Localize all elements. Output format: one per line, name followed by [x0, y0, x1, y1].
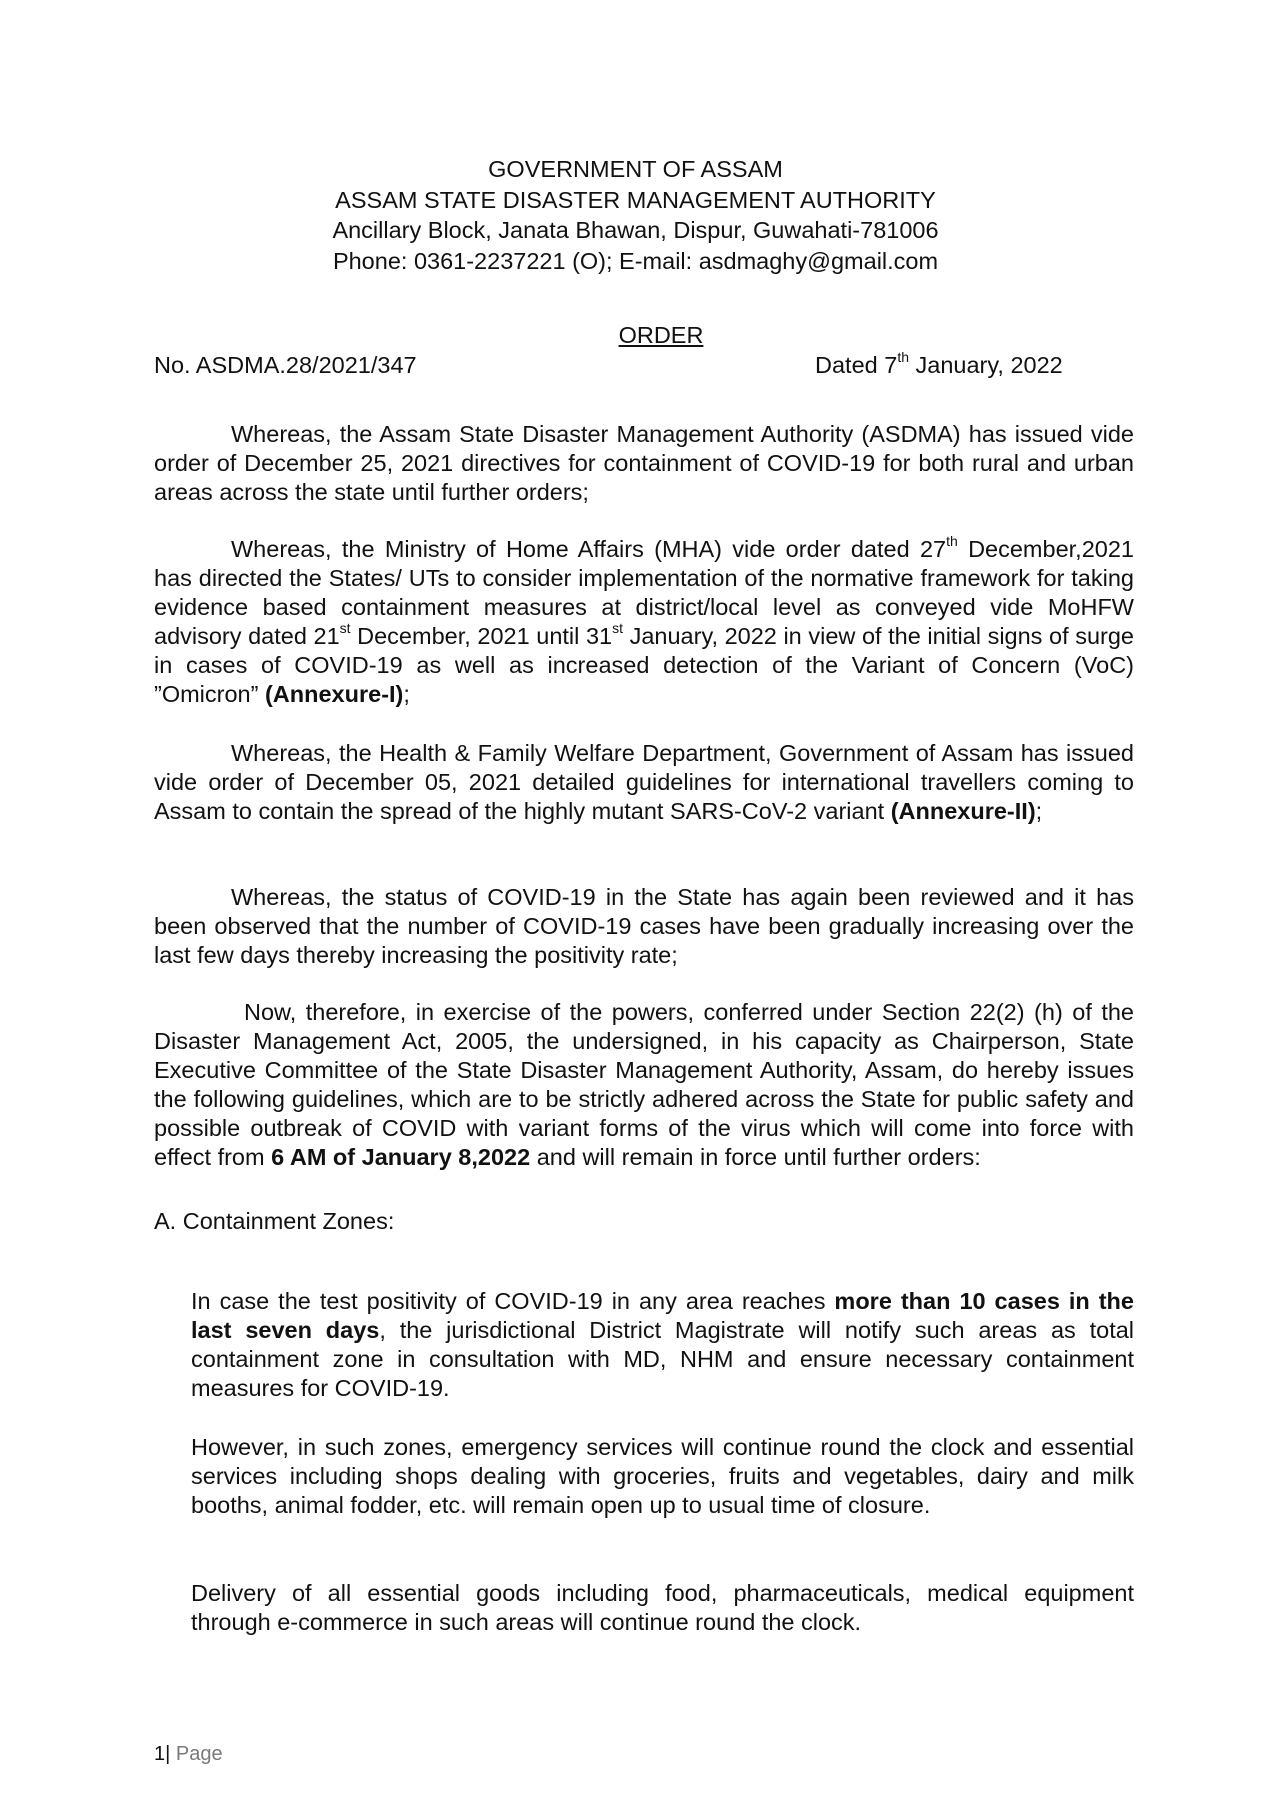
- page-separator: |: [165, 1743, 171, 1765]
- letterhead-authority: ASSAM STATE DISASTER MANAGEMENT AUTHORITY: [335, 186, 936, 213]
- letterhead-address: Ancillary Block, Janata Bhawan, Dispur, Guwahati-781006: [332, 217, 939, 243]
- page-number: 1: [154, 1743, 166, 1765]
- p2-text-b: December,2021 has directed the States/ UTs to consider implementation of the normative framework for taking evidence based containment measures at district/local level as conveyed vide MoHFW advisory dated 21: [154, 536, 1134, 649]
- paragraph-mha-order: [154, 535, 1134, 709]
- paragraph-asdma-directives: Whereas, the Assam State Disaster Management Authority (ASDMA) has issued vide order of December 25, 2021 directives for containment of COVID-19 for both rural and urban areas across the state until further orders;: [154, 421, 1134, 505]
- ecommerce-delivery-rule: Delivery of all essential goods including food, pharmaceuticals, medical equipment through e-commerce in such areas will continue round the clock.: [191, 1580, 1134, 1635]
- p2-text-c: December, 2021 until 31: [350, 623, 613, 649]
- letterhead-government: GOVERNMENT OF ASSAM: [488, 156, 783, 182]
- paragraph-covid-status: Whereas, the status of COVID-19 in the State has again been reviewed and it has been observed that the number of COVID-19 cases have been gradually increasing over the last few days thereby increasing the positivity rate;: [154, 884, 1134, 968]
- s1-text-b: , the jurisdictional District Magistrate will notify such areas as total containment zone in consultation with MD, NHM and ensure necessary containment measures for COVID-19.: [191, 1317, 1135, 1401]
- essential-services-rule: However, in such zones, emergency services will continue round the clock and essential services including shops dealing with groceries, fruits and vegetables, dairy and milk booths, animal fodder, etc. will remain open up to usual time of closure.: [191, 1434, 1134, 1518]
- order-date-suffix: January, 2022: [909, 352, 1063, 378]
- p2-text-a: Whereas, the Ministry of Home Affairs (MHA) vide order dated 27: [231, 536, 947, 562]
- p5-text-end: and will remain in force until further orders:: [530, 1144, 981, 1170]
- letterhead: [0, 154, 1271, 276]
- p2-text-d: January, 2022 in view of the initial signs of surge in cases of COVID-19 as well as increased detection of the Variant of Concern (VoC) ”Omicron”: [154, 623, 1135, 707]
- order-date-sup: th: [897, 349, 909, 366]
- order-date-prefix: Dated 7: [815, 352, 898, 378]
- paragraph-powers: [154, 998, 1134, 1172]
- page-label: Page: [170, 1743, 223, 1765]
- p2-sup-1: th: [946, 533, 958, 550]
- order-date: [815, 351, 1063, 380]
- paragraph-health-department: [154, 739, 1134, 826]
- p5-text-a: Now, therefore, in exercise of the powers, conferred under Section 22(2) (h) of the Disaster Management Act, 2005, the undersigned, in his capacity as Chairperson, State Executive Committee of the State Disaster Management Authority, Assam, do hereby issues the following guidelines, which are to be strictly adhered across the State for public safety and possible outbreak of COVID with variant forms of the virus which will come into force with effect from: [154, 999, 1134, 1170]
- order-number: No. ASDMA.28/2021/347: [154, 352, 417, 378]
- p3-text-end: ;: [1035, 798, 1043, 824]
- annexure-i-reference: (Annexure-I): [264, 681, 404, 707]
- effective-date: 6 AM of January 8,2022: [271, 1144, 531, 1170]
- page-footer: [154, 1740, 223, 1769]
- p2-sup-3: st: [612, 620, 623, 637]
- p2-sup-2: st: [339, 620, 351, 637]
- s1-text-a: In case the test positivity of COVID-19 in any area reaches: [191, 1288, 835, 1314]
- p2-text-end: ;: [403, 681, 410, 707]
- threshold-text: more than 10 cases in the last seven days: [191, 1288, 1134, 1343]
- p3-text-a: Whereas, the Health & Family Welfare Department, Government of Assam has issued vide order of December 05, 2021 detailed guidelines for international travellers coming to Assam to contain the spread of the highly mutant SARS-CoV-2 variant: [154, 740, 1134, 824]
- letterhead-contact: Phone: 0361-2237221 (O); E-mail: asdmaghy@gmail.com: [332, 247, 939, 274]
- order-title: ORDER: [618, 322, 704, 348]
- containment-zone-rule: [191, 1287, 1134, 1403]
- annexure-ii-reference: (Annexure-II): [890, 798, 1036, 824]
- section-a-heading: A. Containment Zones:: [154, 1208, 395, 1234]
